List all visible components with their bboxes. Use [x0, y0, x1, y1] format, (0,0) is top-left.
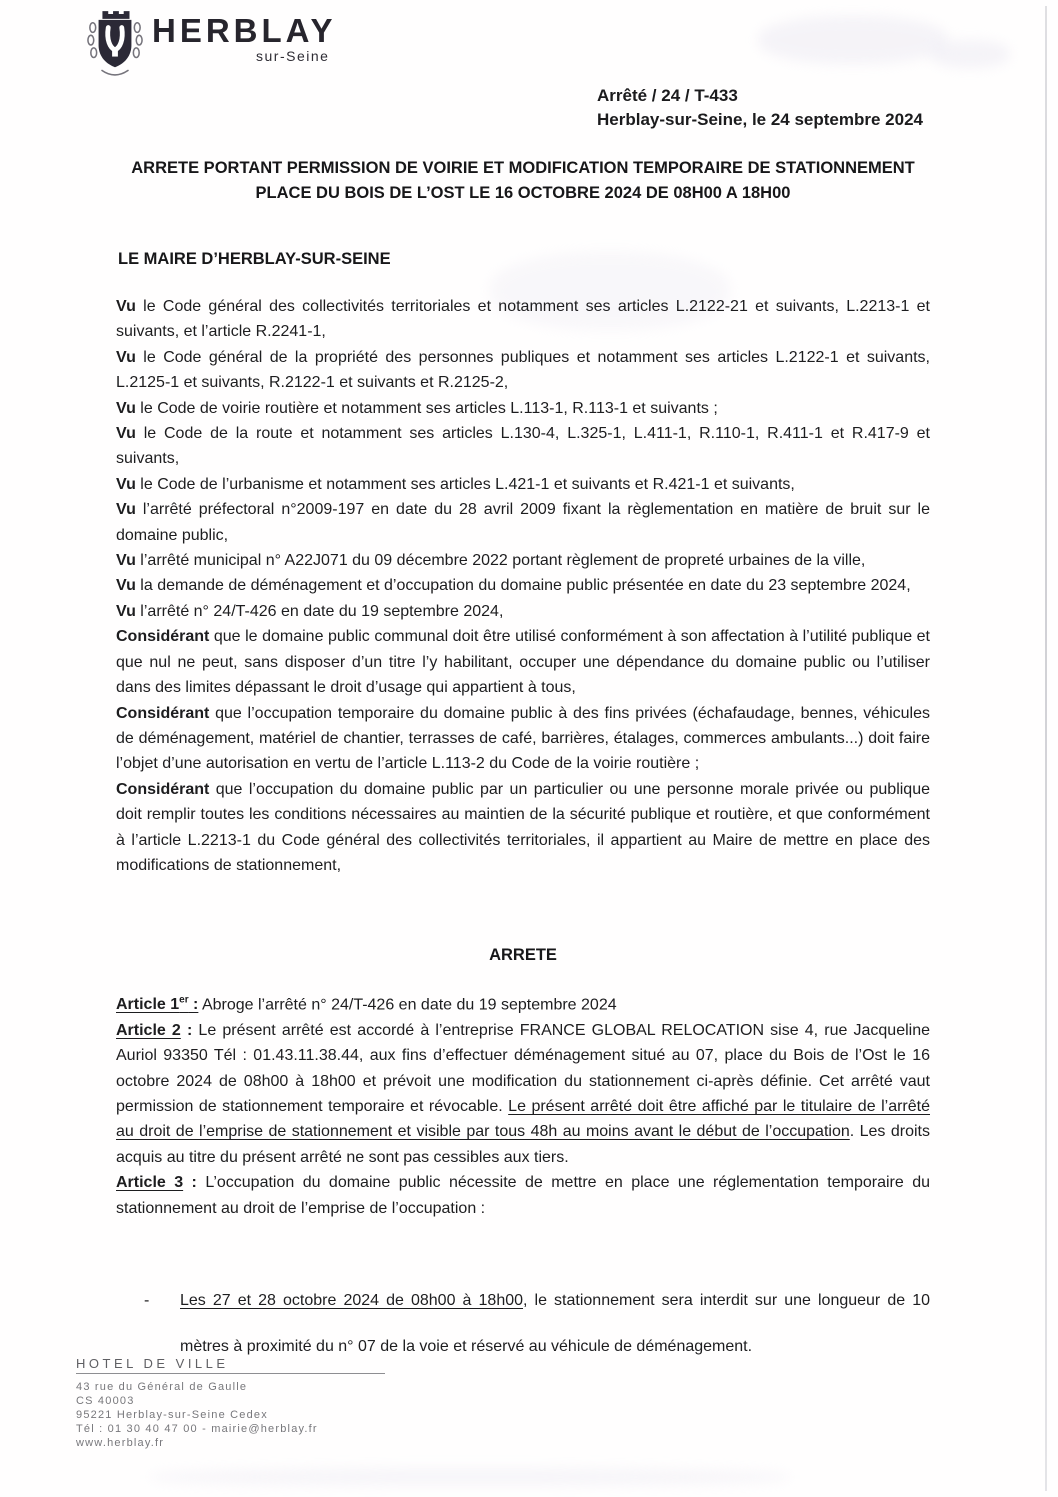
footer-address-line: CS 40003 [76, 1395, 135, 1407]
recital: Vu le Code de voirie routière et notamment ses articles L.113-1, R.113-1 et suivants ; [116, 399, 718, 417]
title-line-2: PLACE DU BOIS DE L’OST LE 16 OCTOBRE 2024 DE 08H00 A 18H00 [255, 184, 791, 202]
recitals-section [116, 294, 930, 878]
restriction-dates-underlined: Les 27 et 28 octobre 2024 de 08h00 à 18h00 [180, 1292, 524, 1309]
footer-address-line: 43 rue du Général de Gaulle [76, 1381, 248, 1393]
scan-artifact [758, 16, 948, 64]
document-header [597, 84, 923, 132]
title-line-1: ARRETE PORTANT PERMISSION DE VOIRIE ET MODIFICATION TEMPORAIRE DE STATIONNEMENT [131, 159, 915, 177]
footer [76, 1356, 385, 1450]
footer-address-block [76, 1380, 385, 1450]
scan-edge-line [1045, 6, 1047, 1491]
logo-wordmark [152, 14, 336, 64]
issuer-line: LE MAIRE D’HERBLAY-SUR-SEINE [118, 250, 391, 268]
document-title [116, 156, 930, 206]
recital-considerant: Considérant que l’occupation du domaine public par un particulier ou une personne morale privée ou publique doit remplir toutes les conditions nécessaires au maintien de la sécurité publique et routière, et que conformément à l’article L.2213-1 du Code général des collectivités territoriales, il appartient au Maire de mettre en place des modifications de stationnement, [116, 780, 930, 874]
city-logo [86, 8, 336, 80]
footer-address-line: 95221 Herblay-sur-Seine Cedex [76, 1409, 268, 1421]
recital: Vu le Code de la route et notamment ses articles L.130-4, L.325-1, L.411-1, R.110-1, R.411-1 et R.417-9 et suivants, [116, 425, 930, 468]
article-3: Article 3 : L’occupation du domaine public nécessite de mettre en place une réglementation temporaire du stationnement au droit de l’emprise de l’occupation : [116, 1174, 930, 1217]
logo-city-subtitle: sur-Seine [256, 48, 330, 64]
recital: Vu l’arrêté municipal n° A22J071 du 09 décembre 2022 portant règlement de propreté urbaines de la ville, [116, 552, 866, 570]
recital: Vu l’arrêté préfectoral n°2009-197 en date du 28 avril 2009 fixant la règlementation en matière de bruit sur le domaine public, [116, 501, 930, 544]
article-1: Article 1er : Abroge l’arrêté n° 24/T-426 en date du 19 septembre 2024 [116, 995, 617, 1014]
logo-city-name: HERBLAY [152, 12, 337, 49]
parking-restriction-item: - Les 27 et 28 octobre 2024 de 08h00 à 18h00, le stationnement sera interdit sur une longueur de 10 mètres à proximité du n° 07 de la voie et réservé au véhicule de déménagement. [116, 1278, 930, 1370]
article-2: Article 2 : Le présent arrêté est accordé à l’entreprise FRANCE GLOBAL RELOCATION sise 4, rue Jacqueline Auriol 93350 Tél : 01.43.11.38.44, aux fins d’effectuer déménagement situé au 07, place du Bois de l’Ost le 16 octobre 2024 de 08h00 à 18h00 et prévoit une modification du stationnement ci-après définie. Cet arrêté vaut permission de stationnement temporaire et révocable. Le présent arrêté doit être affiché par le titulaire de l’arrêté au droit de l’emprise de stationnement et visible par tous 48h au moins avant le début de l’occupation. Les droits acquis au titre du présent arrêté ne sont pas cessibles aux tiers. [116, 1021, 930, 1166]
footer-website: www.herblay.fr [76, 1437, 165, 1449]
arrete-reference: Arrêté / 24 / T-433 [597, 86, 738, 105]
recital: Vu le Code général des collectivités territoriales et notamment ses articles L.2122-21 et suivants, L.2213-1 et suivants, et l’article R.2241-1, [116, 298, 930, 341]
coat-of-arms-icon [86, 8, 144, 80]
arrete-heading: ARRETE [489, 946, 557, 964]
recital-considerant: Considérant que l’occupation temporaire du domaine public à des fins privées (échafaudage, bennes, véhicules de déménagement, matériel de chantier, terrasses de café, barrières, étalages, commerces ambulants...) doit faire l’objet d’une autorisation en vertu de l’article L.113-2 du Code de la voirie routière ; [116, 704, 930, 773]
recital-considerant: Considérant que le domaine public communal doit être utilisé conformément à son affectation à l’utilité publique et que nul ne peut, sans disposer d’un titre l’y habilitant, occuper une dépendance du domaine public ou l’utiliser dans des limites dépassant le droit d’usage qui appartient à tous, [116, 628, 930, 697]
recital: Vu l’arrêté n° 24/T-426 en date du 19 septembre 2024, [116, 602, 504, 620]
recital: Vu le Code de l’urbanisme et notamment ses articles L.421-1 et suivants et R.421-1 et suivants, [116, 475, 795, 493]
articles-section [116, 988, 930, 1221]
affichage-obligation-underlined: Le présent arrêté doit être affiché par le titulaire de l’arrêté au droit de l’emprise de stationnement et visible par tous 48h au moins avant le début de l’occupation [116, 1097, 930, 1141]
scan-artifact [930, 40, 1010, 68]
scan-artifact [150, 1468, 790, 1486]
footer-phone-email: Tél : 01 30 40 47 00 - mairie@herblay.fr [76, 1423, 318, 1435]
recital: Vu la demande de déménagement et d’occupation du domaine public présentée en date du 23 septembre 2024, [116, 577, 911, 595]
recital: Vu le Code général de la propriété des personnes publiques et notamment ses articles L.2122-1 et suivants, L.2125-1 et suivants, R.2122-1 et suivants et R.2125-2, [116, 348, 930, 392]
dash-bullet: - [144, 1292, 150, 1309]
footer-org-name: HOTEL DE VILLE [76, 1356, 385, 1374]
place-and-date: Herblay-sur-Seine, le 24 septembre 2024 [597, 110, 923, 129]
